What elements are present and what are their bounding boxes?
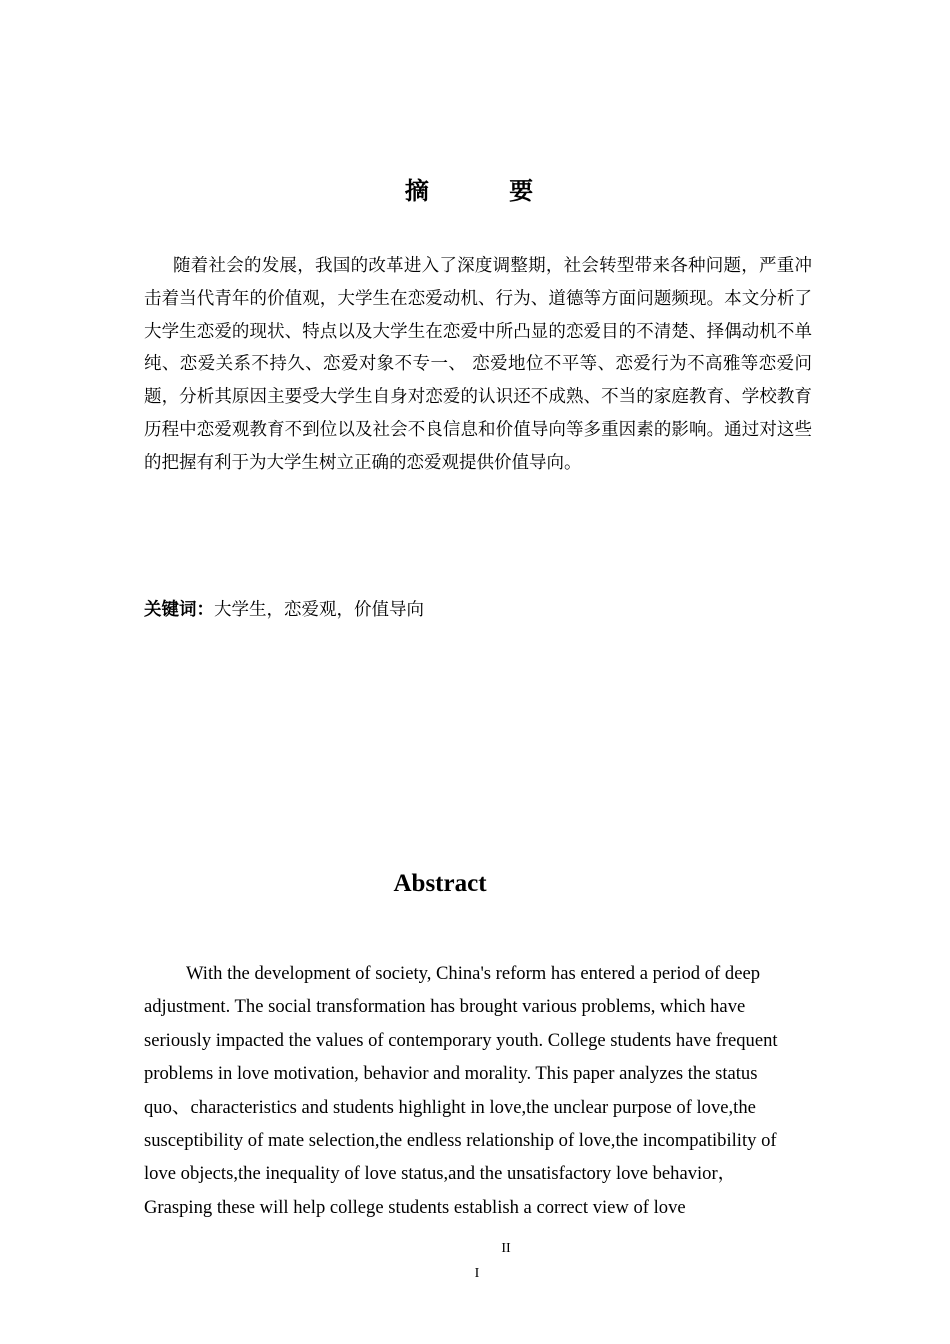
keywords-value: 大学生，恋爱观，价值导向 [214,600,424,620]
chinese-abstract-title: 摘 要 [404,177,570,205]
chinese-abstract-body: 随着社会的发展，我国的改革进入了深度调整期，社会转型带来各种问题，严重冲击着当代青年的价值观，大学生在恋爱动机、行为、道德等方面问题频现。本文分析了大学生恋爱的现状、特点以及大学生在恋爱中所凸显的恋爱目的不清楚、择偶动机不单纯、恋爱关系不持久、恋爱对象不专一、 恋爱地位不平等、恋爱行为不高雅等恋爱问题，分析其原因主要受大学生自身对恋爱的认识还不成熟、不当的家庭教育、学校教育历程中恋爱观教育不到位以及社会不良信息和价值导向等多重因素的影响。通过对这些的把握有利于为大学生树立正确的恋爱观提供价值导向。 [144,256,812,473]
page-number-roman-1: I [474,1266,480,1281]
keywords-label: 关键词： [144,600,214,620]
page-number-roman-2: II [501,1241,511,1256]
english-abstract-title: Abstract [393,870,487,897]
chinese-keywords [144,595,812,625]
english-abstract-body: With the development of society, China's reform has entered a period of deep adjustment. The social transformation has brought various problems, which have seriously impacted the values of contemporary youth. College students have frequent problems in love motivation, behavior and morality. This paper analyzes the status quo、characteristics and students highlight in love,the unclear purpose of love,the susceptibility of mate selection,the endless relationship of love,the incompatibility of love objects,the inequality of love status,and the unsatisfactory love behavior，Grasping these will help college students establish a correct view of love [144,963,778,1218]
